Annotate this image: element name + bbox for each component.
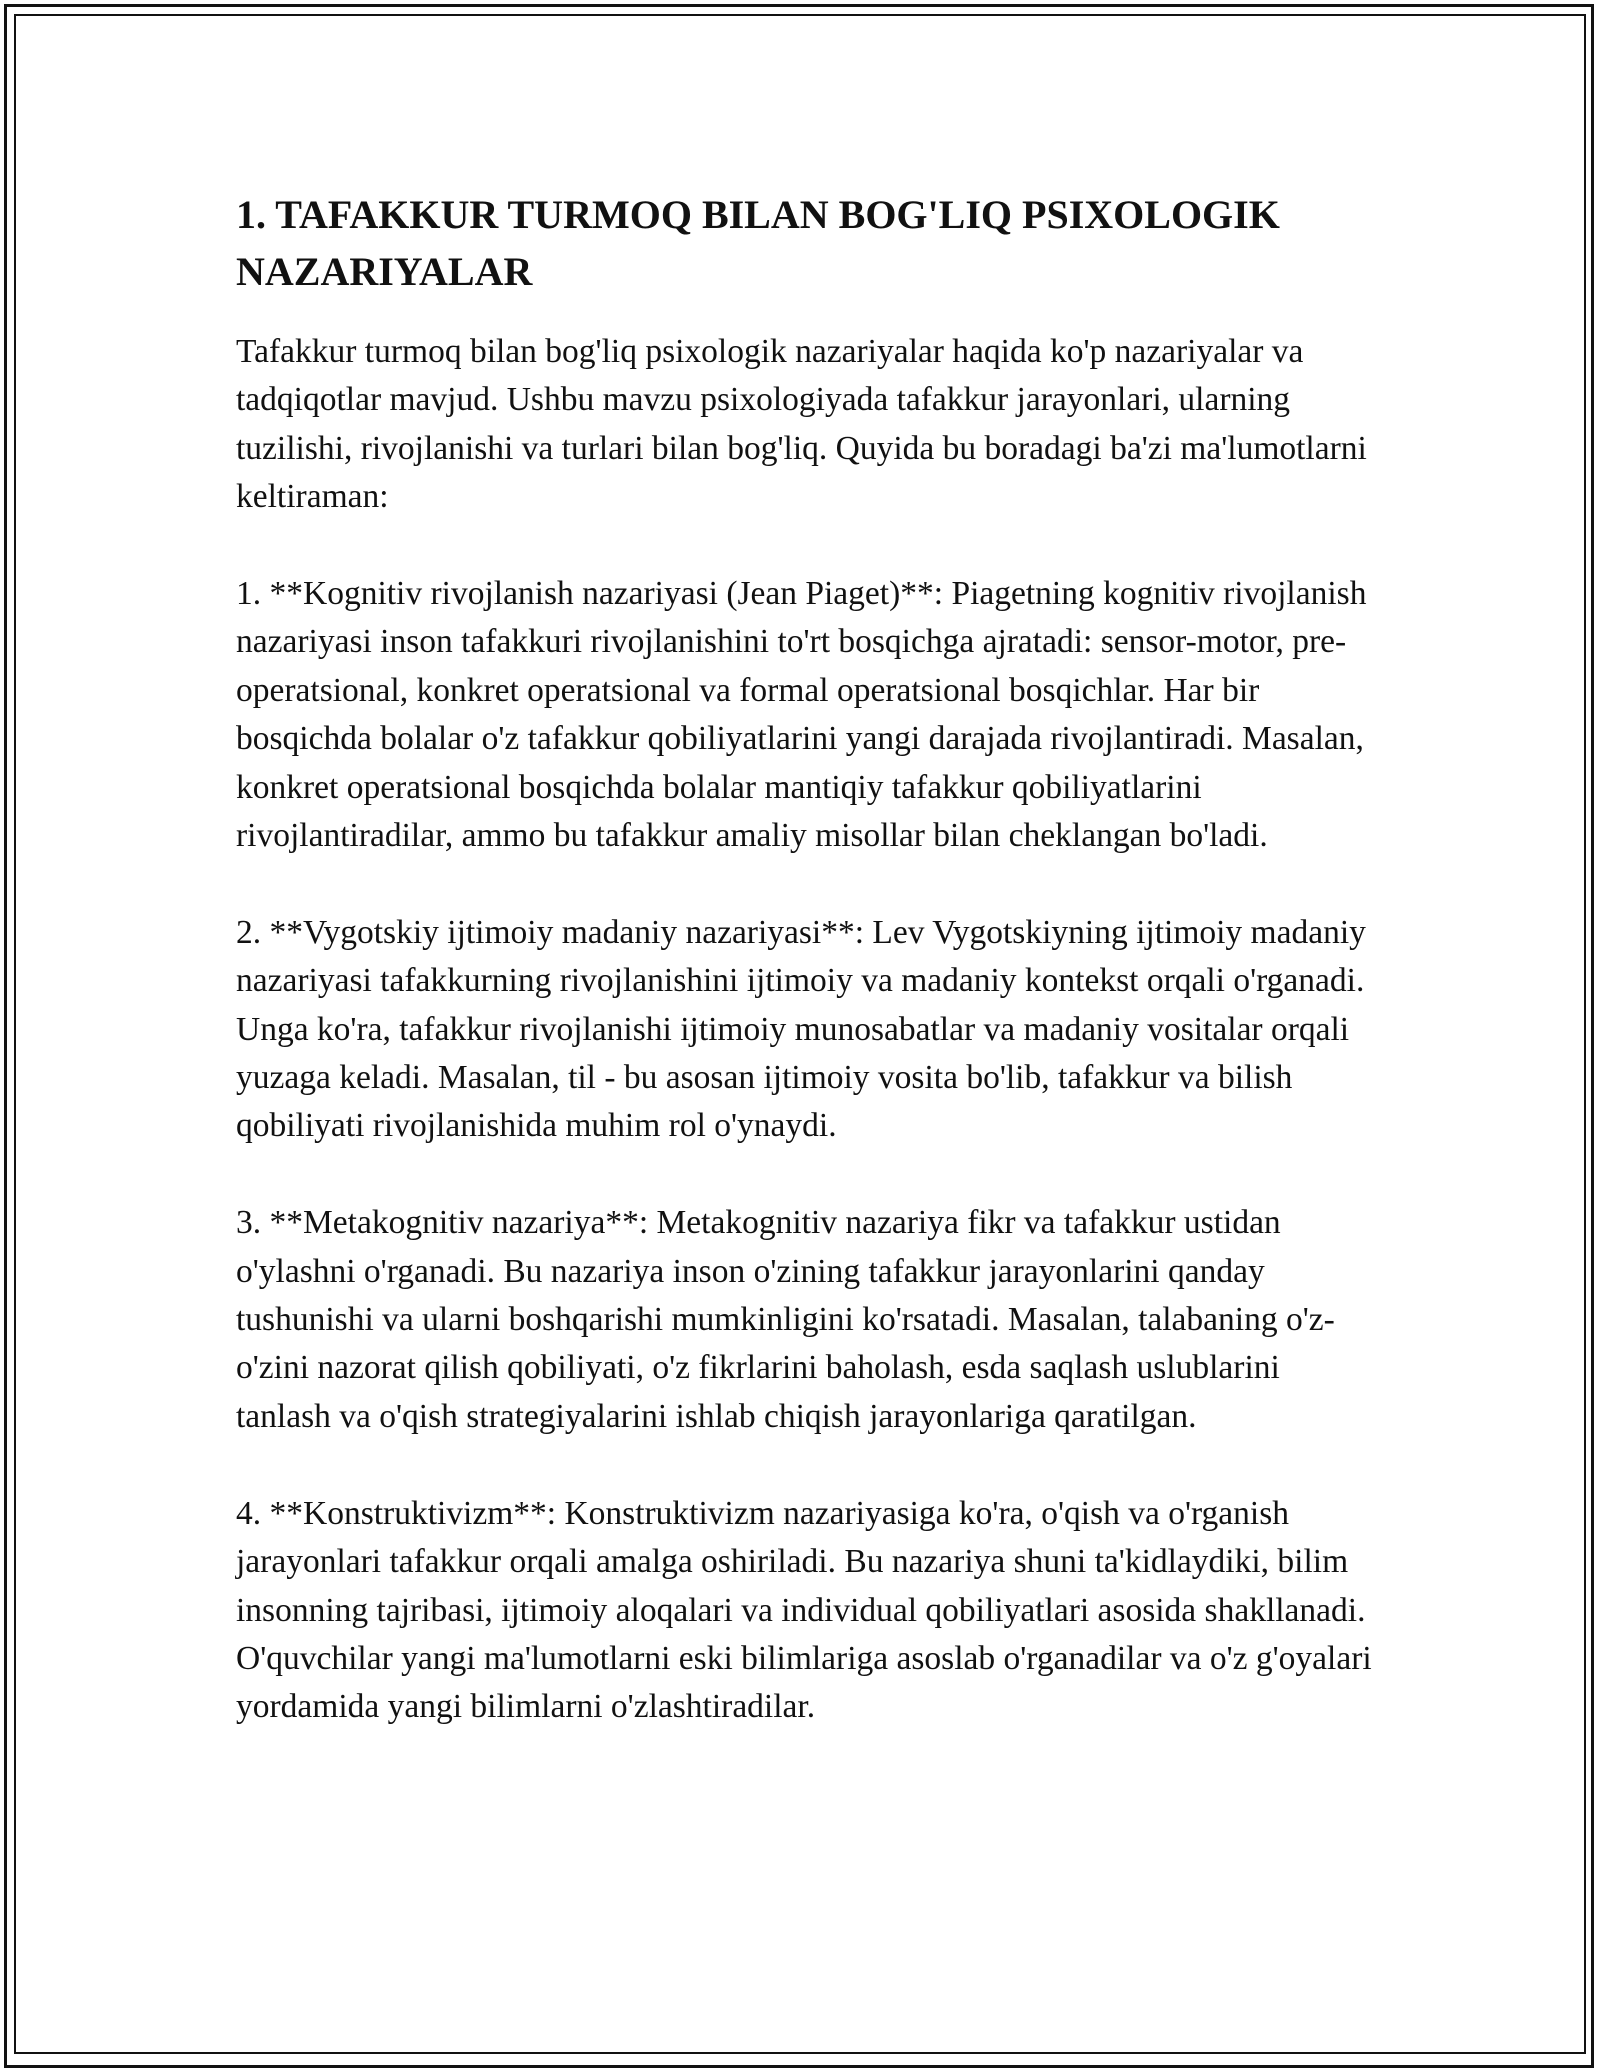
list-item: 2. **Vygotskiy ijtimoiy madaniy nazariyasi**: Lev Vygotskiyning ijtimoiy madaniy nazariyasi tafakkurning rivojlanishini ijtimoiy va madaniy kontekst orqali o'rganadi. Unga ko'ra, tafakkur rivojlanishi ijtimoiy munosabatlar va madaniy vositalar orqali yuzaga keladi. Masalan, til - bu asosan ijtimoiy vosita bo'lib, tafakkur va bilish qobiliyati rivojlanishida muhim rol o'ynaydi. <box>236 913 1366 1145</box>
list-item: 1. **Kognitiv rivojlanish nazariyasi (Jean Piaget)**: Piagetning kognitiv rivojlanish nazariyasi inson tafakkuri rivojlanishini to'rt bosqichga ajratadi: sensor-motor, pre-operatsional, konkret operatsional va formal operatsional bosqichlar. Har bir bosqichda bolalar o'z tafakkur qobiliyatlarini yangi darajada rivojlantiradi. Masalan, konkret operatsional bosqichda bolalar mantiqiy tafakkur qobiliyatlarini rivojlantiradilar, ammo bu tafakkur amaliy misollar bilan cheklangan bo'ladi. <box>236 575 1367 855</box>
list-item: 4. **Konstruktivizm**: Konstruktivizm nazariyasiga ko'ra, o'qish va o'rganish jarayonlari tafakkur orqali amalga oshiriladi. Bu nazariya shuni ta'kidlaydiki, bilim insonning tajribasi, ijtimoiy aloqalari va individual qobiliyatlari asosida shakllanadi. O'quvchilar yangi ma'lumotlarni eski bilimlariga asoslab o'rganadilar va o'z g'oyalari yordamida yangi bilimlarni o'zlashtiradilar. <box>236 1494 1372 1726</box>
list-item: 3. **Metakognitiv nazariya**: Metakognitiv nazariya fikr va tafakkur ustidan o'ylashni o'rganadi. Bu nazariya inson o'zining tafakkur jarayonlarini qanday tushunishi va ularni boshqarishi mumkinligini ko'rsatadi. Masalan, talabaning o'z-o'zini nazorat qilish qobiliyati, o'z fikrlarini baholash, esda saqlash uslublarini tanlash va o'qish strategiyalarini ishlab chiqish jarayonlariga qaratilgan. <box>236 1204 1335 1435</box>
document-title: 1. TAFAKKUR TURMOQ BILAN BOG'LIQ PSIXOLOGIK NAZARIYALAR <box>236 192 1280 294</box>
intro-paragraph: Tafakkur turmoq bilan bog'liq psixologik nazariyalar haqida ko'p nazariyalar va tadqiqotlar mavjud. Ushbu mavzu psixologiyada tafakkur jarayonlari, ularning tuzilishi, rivojlanishi va turlari bilan bog'liq. Quyida bu boradagi ba'zi ma'lumotlarni keltiraman: <box>236 333 1367 516</box>
document-body <box>236 186 1376 1732</box>
